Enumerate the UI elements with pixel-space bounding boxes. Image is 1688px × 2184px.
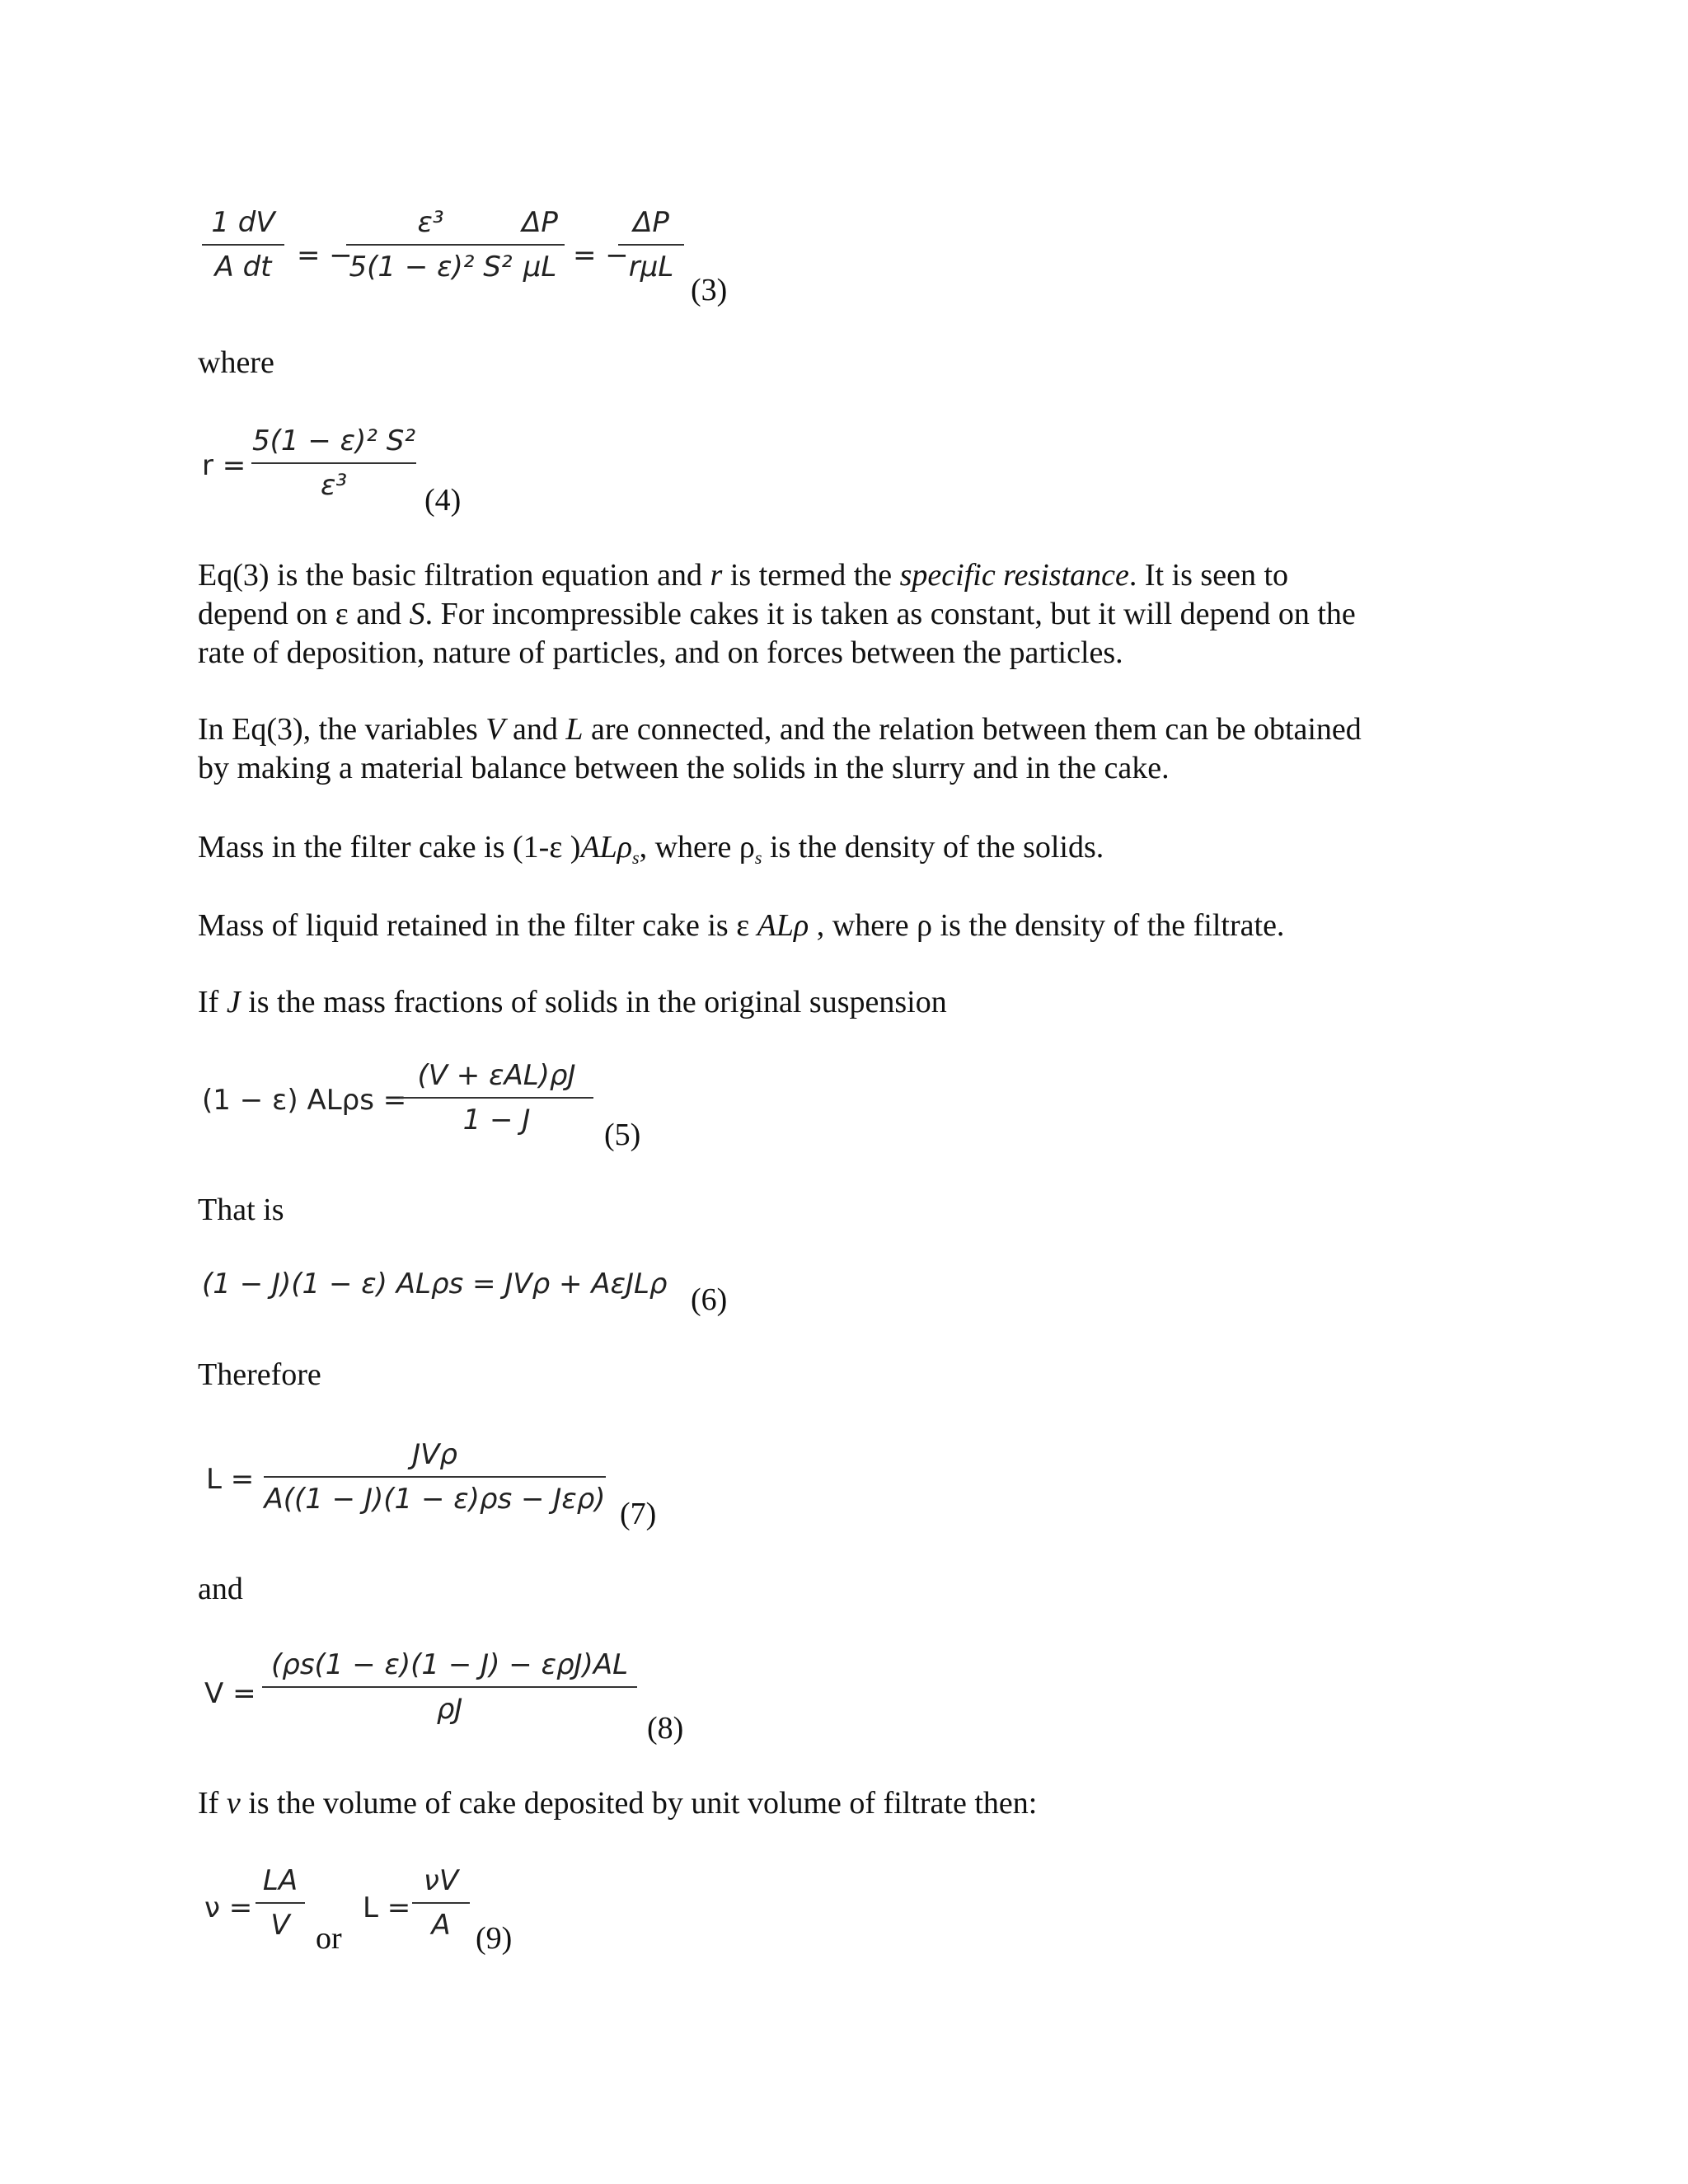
eq3-equals-2: = − — [573, 239, 629, 272]
and-text: and — [198, 1572, 243, 1606]
fraction-bar — [618, 244, 684, 246]
paragraph-material-balance — [198, 710, 1368, 788]
eq3-lhs-denominator: A dt — [214, 251, 272, 284]
eq8-fraction — [262, 1648, 637, 1726]
eq7-number: (7) — [620, 1497, 657, 1531]
eq7-numerator: JVρ — [412, 1438, 457, 1471]
text-run: is termed the — [722, 558, 900, 593]
eq3-mid-denominator: 5(1 − ε)² S² — [349, 251, 513, 284]
eq9-numerator-2: νV — [423, 1864, 459, 1897]
fraction-bar — [515, 244, 565, 246]
variable-v: v — [226, 1786, 241, 1821]
fraction-bar — [400, 1097, 593, 1099]
eq9-or-text: or — [316, 1921, 342, 1956]
eq9-numerator-1: LA — [262, 1864, 298, 1897]
eq9-fraction-2 — [412, 1864, 470, 1942]
variable-S: S — [409, 597, 425, 631]
text-run: is the density of the solids. — [762, 830, 1104, 865]
text-run: . For incompressible cakes it is taken as constant, but it will depend on the rate of deposition, nature of particles, and on forces between the particles. — [198, 597, 1356, 670]
paragraph-mass-fraction — [198, 983, 1368, 1022]
fraction-bar — [251, 462, 416, 464]
eq3-mid-numerator: ε³ — [417, 206, 444, 239]
eq3-dp-denominator: μL — [523, 251, 557, 284]
eq3-dp-numerator: ΔP — [522, 206, 558, 239]
therefore-text: Therefore — [198, 1357, 321, 1392]
eq4-numerator: 5(1 − ε)² S² — [252, 424, 415, 457]
where-text: where — [198, 345, 274, 380]
paragraph-filtration-equation — [198, 556, 1368, 673]
eq9-denominator-1: V — [270, 1909, 290, 1942]
text-run: If — [198, 1786, 227, 1821]
fraction-bar — [256, 1902, 305, 1904]
eq9-lhs-nu: ν = — [204, 1891, 253, 1924]
eq3-rhs-denominator: rμL — [628, 251, 674, 284]
eq9-fraction-1 — [256, 1864, 305, 1942]
variable-V: V — [485, 712, 505, 747]
fraction-bar — [262, 1686, 637, 1688]
eq3-rhs-fraction — [618, 206, 684, 284]
text-run: , where ρ — [639, 830, 755, 865]
eq8-lhs: V = — [204, 1677, 256, 1710]
eq7-lhs: L = — [206, 1463, 255, 1496]
text-run: Eq(3) is the basic filtration equation and — [198, 558, 710, 593]
text-run: Mass of liquid retained in the filter cake is ε — [198, 908, 757, 943]
eq8-number: (8) — [647, 1711, 684, 1746]
fraction-bar — [346, 244, 515, 246]
eq8-denominator: ρJ — [436, 1693, 463, 1726]
eq4-fraction — [251, 424, 416, 502]
eq5-denominator: 1 − J — [462, 1104, 531, 1137]
text-run: If — [198, 985, 227, 1019]
eq9-number: (9) — [476, 1921, 513, 1956]
eq3-mid-fraction — [346, 206, 515, 284]
subscript-s: s — [754, 847, 762, 868]
eq4-lhs: r = — [202, 449, 246, 482]
paragraph-cake-volume — [198, 1784, 1368, 1823]
text-run: In Eq(3), the variables — [198, 712, 486, 747]
eq3-equals-1: = − — [297, 239, 353, 272]
eq5-number: (5) — [604, 1118, 641, 1152]
eq5-fraction — [400, 1059, 593, 1137]
eq3-rhs-numerator: ΔP — [633, 206, 669, 239]
fraction-bar — [412, 1902, 470, 1904]
eq3-dp-fraction — [515, 206, 565, 284]
subscript-s: s — [632, 847, 640, 868]
paragraph-mass-liquid — [198, 907, 1368, 945]
eq8-numerator: (ρs(1 − ε)(1 − J) − ερJ)AL — [270, 1648, 629, 1681]
eq6-number: (6) — [691, 1282, 728, 1317]
text-run: is the mass fractions of solids in the original suspension — [240, 985, 947, 1019]
term-specific-resistance: specific resistance — [899, 558, 1129, 593]
variable-r: r — [710, 558, 723, 593]
text-run: , where ρ is the density of the filtrate. — [809, 908, 1285, 943]
that-is-text: That is — [198, 1193, 284, 1227]
text-run: are connected, and the relation between them can be obtained by making a material balance between the solids in the slurry and in the cake. — [198, 712, 1362, 785]
fraction-bar — [202, 244, 284, 246]
fraction-bar — [264, 1476, 606, 1478]
eq4-denominator: ε³ — [320, 469, 347, 502]
eq5-numerator: (V + εAL)ρJ — [417, 1059, 576, 1092]
text-run: Mass in the filter cake is (1-ε ) — [198, 830, 581, 865]
eq7-denominator: A((1 − J)(1 − ε)ρs − Jερ) — [264, 1483, 606, 1516]
text-run: and — [504, 712, 566, 747]
eq5-lhs: (1 − ε) ALρs = — [202, 1084, 407, 1117]
text-run: . It is seen to depend on ε and — [198, 558, 1288, 631]
eq3-lhs-fraction — [202, 206, 284, 284]
variable-ALp: ALρ — [580, 830, 633, 865]
eq4-number: (4) — [424, 483, 462, 518]
variable-ALp: ALρ — [757, 908, 809, 943]
eq6-expression: (1 − J)(1 − ε) ALρs = JVρ + AεJLρ — [202, 1268, 668, 1301]
eq9-lhs-L: L = — [363, 1891, 411, 1924]
eq7-fraction — [264, 1438, 606, 1516]
eq3-lhs-numerator: 1 dV — [211, 206, 275, 239]
text-run: is the volume of cake deposited by unit volume of filtrate then: — [240, 1786, 1038, 1821]
eq9-denominator-2: A — [431, 1909, 451, 1942]
variable-J: J — [226, 985, 241, 1019]
eq3-number: (3) — [691, 273, 728, 307]
paragraph-mass-in-cake — [198, 828, 1368, 877]
variable-L: L — [565, 712, 584, 747]
